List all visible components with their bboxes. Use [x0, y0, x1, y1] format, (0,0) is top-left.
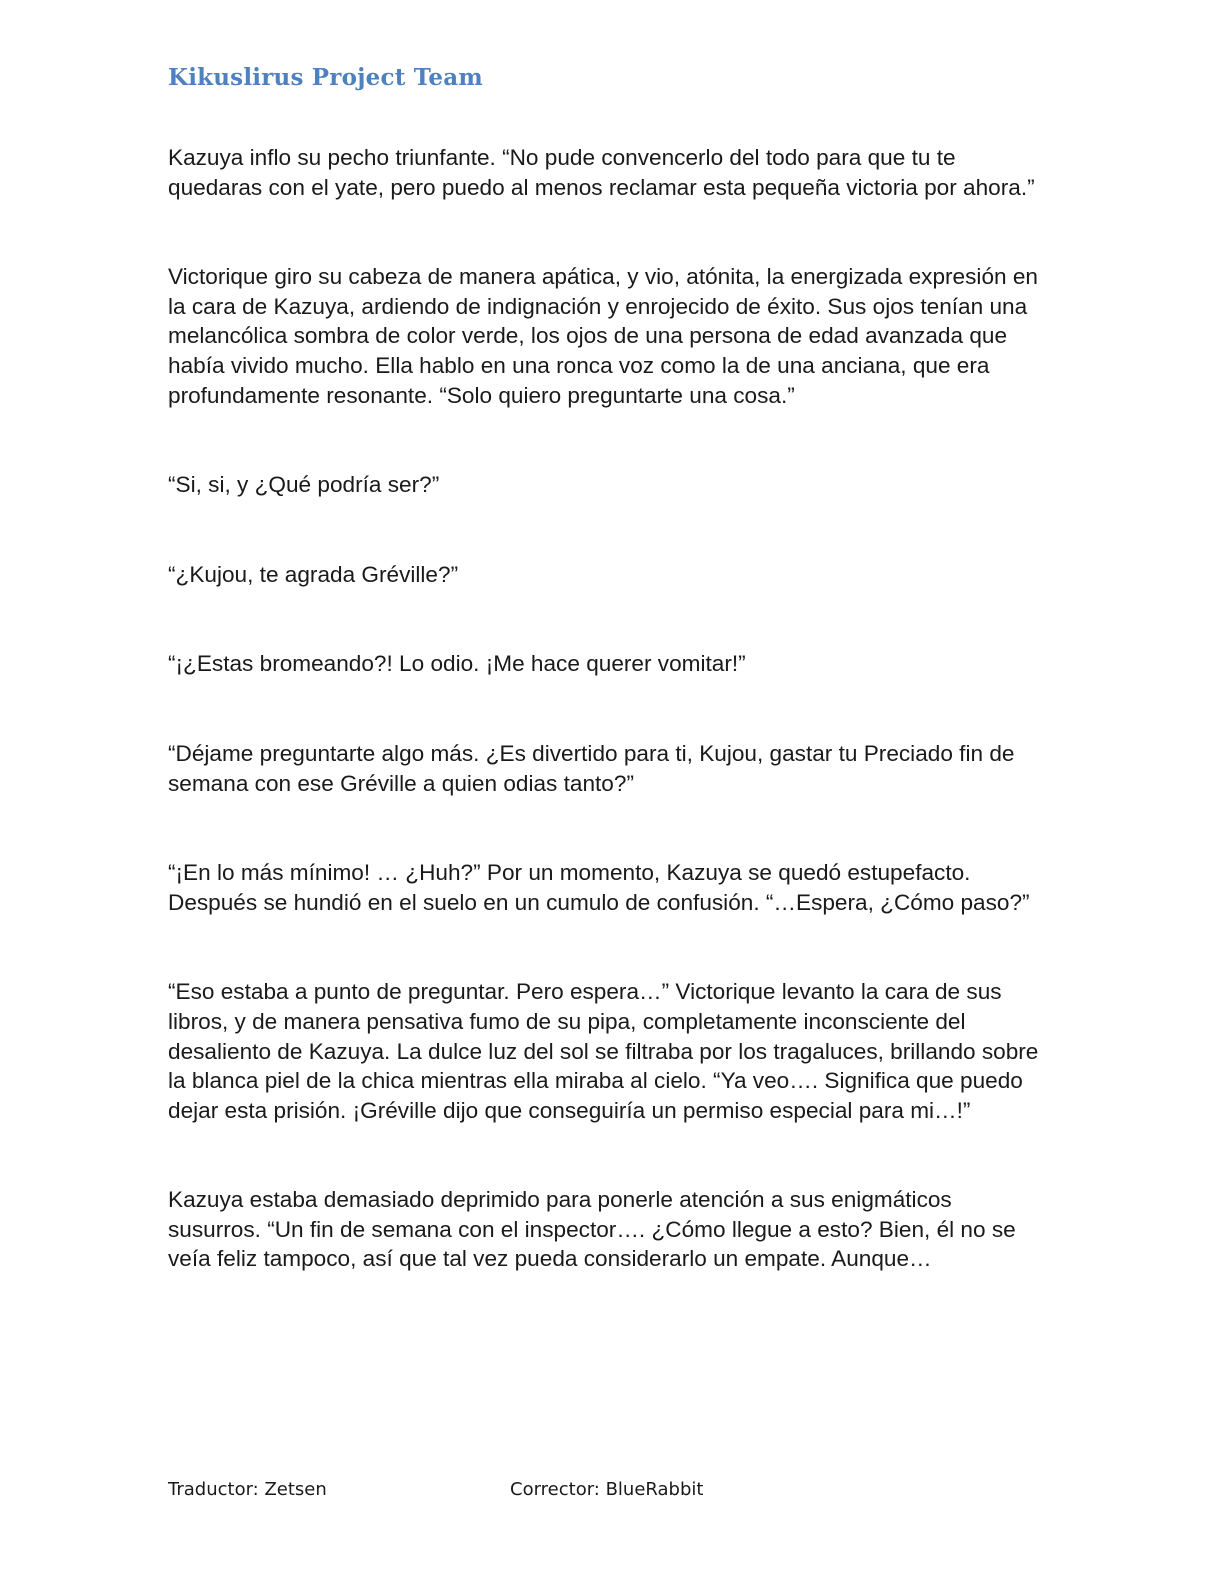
paragraph-spacer	[168, 202, 1048, 262]
paragraph: Kazuya inflo su pecho triunfante. “No pude convencerlo del todo para que tu te quedaras con el yate, pero puedo al menos reclamar esta pequeña victoria por ahora.”	[168, 145, 1035, 200]
paragraph: “¡En lo más mínimo! … ¿Huh?” Por un momento, Kazuya se quedó estupefacto. Después se hundió en el suelo en un cumulo de confusión. “…Espera, ¿Cómo paso?”	[168, 860, 1030, 915]
paragraph: “¡¿Estas bromeando?! Lo odio. ¡Me hace querer vomitar!”	[168, 651, 746, 677]
corrector-credit: Corrector: BlueRabbit	[510, 1479, 704, 1500]
paragraph: “Si, si, y ¿Qué podría ser?”	[168, 472, 440, 498]
paragraph-spacer	[168, 917, 1048, 977]
paragraph-spacer	[168, 589, 1048, 649]
paragraph-spacer	[168, 679, 1048, 739]
document-header-title: Kikuslirus Project Team	[168, 64, 483, 91]
translator-credit: Traductor: Zetsen	[168, 1479, 327, 1500]
paragraph-spacer	[168, 798, 1048, 858]
paragraph-spacer	[168, 500, 1048, 560]
paragraph-spacer	[168, 1125, 1048, 1185]
paragraph: “Eso estaba a punto de preguntar. Pero espera…” Victorique levanto la cara de sus libros, y de manera pensativa fumo de su pipa, completamente inconsciente del desaliento de Kazuya. La dulce luz del sol se filtraba por los tragaluces, brillando sobre la blanca piel de la chica mientras ella miraba al cielo. “Ya veo…. Significa que puedo dejar esta prisión. ¡Gréville dijo que conseguiría un permiso especial para mi…!”	[168, 979, 1039, 1123]
paragraph: “Déjame preguntarte algo más. ¿Es divertido para ti, Kujou, gastar tu Preciado fin de semana con ese Gréville a quien odias tanto?”	[168, 740, 1015, 796]
document-body	[168, 143, 1048, 1274]
paragraph-spacer	[168, 410, 1048, 470]
paragraph: Kazuya estaba demasiado deprimido para ponerle atención a sus enigmáticos susurros. “Un fin de semana con el inspector…. ¿Cómo llegue a esto? Bien, él no se veía feliz tampoco, así que tal vez pueda considerarlo un empate. Aunque…	[168, 1187, 1016, 1272]
paragraph: Victorique giro su cabeza de manera apática, y vio, atónita, la energizada expresión en la cara de Kazuya, ardiendo de indignación y enrojecido de éxito. Sus ojos tenían una melancólica sombra de color verde, los ojos de una persona de edad avanzada que había vivido mucho. Ella hablo en una ronca voz como la de una anciana, que era profundamente resonante. “Solo quiero preguntarte una cosa.”	[168, 264, 1038, 408]
paragraph: “¿Kujou, te agrada Gréville?”	[168, 561, 459, 587]
